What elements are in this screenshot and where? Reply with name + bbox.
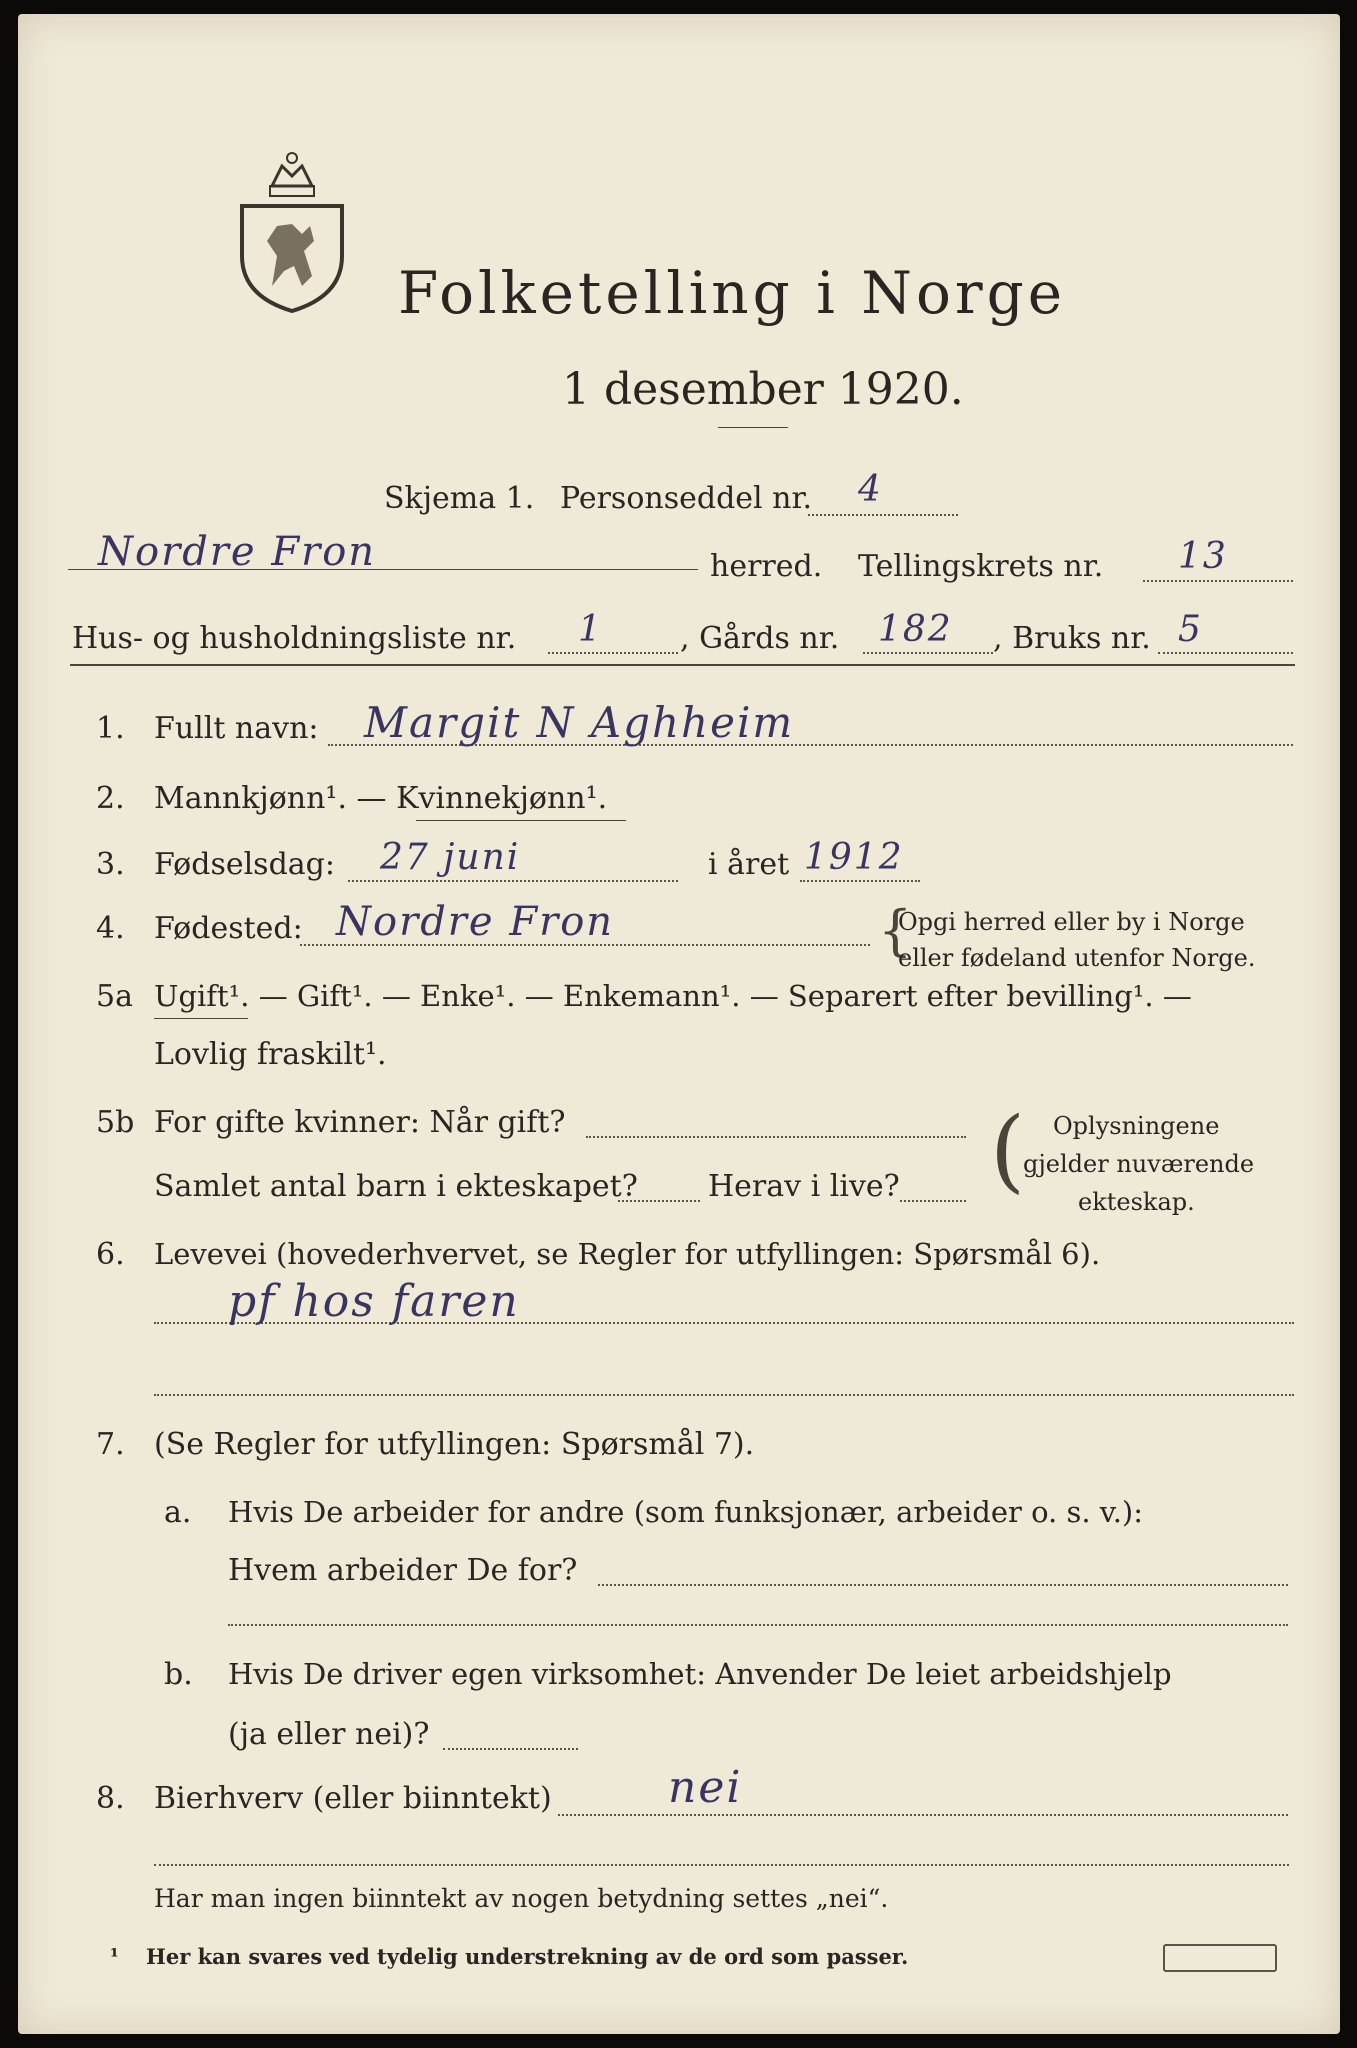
q5b-line2-fill [618,1200,700,1202]
q8-number: 8. [96,1781,125,1816]
q2-number: 2. [96,781,125,816]
personseddel-label: Personseddel nr. [560,481,813,516]
q8-label: Bierhverv (eller biinntekt) [154,1781,552,1816]
skjema-label: Skjema 1. [384,481,535,516]
bruks-value: 5 [1178,609,1203,650]
herred-label: herred. [710,549,823,584]
q8-line [558,1814,1288,1816]
census-form-sheet [18,14,1340,2034]
q7-number: 7. [96,1427,125,1462]
q7a-line [598,1584,1288,1586]
q4-note-line2: eller fødeland utenfor Norge. [898,944,1256,972]
q5b-line1: For gifte kvinner: Når gift? [154,1105,566,1140]
q5b-note2: gjelder nuværende [1023,1150,1255,1178]
q4-number: 4. [96,911,125,946]
gards-label: , Gårds nr. [680,621,840,656]
q7b-line [443,1748,578,1750]
q5b-line2: Samlet antal barn i ekteskapet? [154,1169,638,1204]
q3-year-line [800,880,920,882]
personseddel-line [808,514,958,516]
footnote-text: Her kan svares ved tydelig understrekning av de ord som passer. [146,1944,909,1969]
q3-year-value: 1912 [804,837,904,878]
q6-label: Levevei (hovederhvervet, se Regler for utfyllingen: Spørsmål 6). [154,1237,1101,1271]
q7a-line2: Hvem arbeider De for? [228,1553,578,1588]
footnote-mark: ¹ [110,1944,119,1968]
hus-line [548,652,678,654]
form-title: Folketelling i Norge [398,259,1067,327]
personseddel-value: 4 [858,469,883,510]
q5b-line2b: Herav i live? [708,1169,900,1204]
q2-underline-kvinne [416,820,626,821]
q6-number: 6. [96,1237,125,1272]
q7a-line-extra [228,1624,1288,1626]
q7-label: (Se Regler for utfyllingen: Spørsmål 7). [154,1427,755,1462]
q3-line [348,880,678,882]
gards-value: 182 [878,609,953,650]
q2-label: Mannkjønn¹. — Kvinnekjønn¹. [154,781,608,816]
q5b-line2b-fill [900,1200,966,1202]
hus-label: Hus- og husholdningsliste nr. [72,621,517,656]
tellingskrets-label: Tellingskrets nr. [858,549,1104,584]
q5a-number: 5a [96,979,133,1014]
q4-value: Nordre Fron [336,899,615,945]
q1-label: Fullt navn: [154,711,319,746]
q5a-underline-ugift [154,1018,248,1019]
herred-value: Nordre Fron [98,529,377,575]
q5b-note1: Oplysningene [1053,1112,1220,1140]
q5b-brace: ( [990,1098,1026,1203]
printer-stamp [1163,1944,1277,1972]
bruks-line [1158,652,1293,654]
bruks-label: , Bruks nr. [993,621,1151,656]
q4-brace: { [878,899,913,962]
q7b-letter: b. [164,1657,193,1692]
q3-year-label: i året [708,847,790,882]
footer-note: Har man ingen biinntekt av nogen betydning settes „nei“. [154,1884,889,1913]
q5b-number: 5b [96,1105,135,1140]
q6-value: pf hos faren [228,1276,520,1327]
q5a-line2: Lovlig fraskilt¹. [154,1037,387,1072]
q7a-letter: a. [164,1495,192,1530]
q7b-line1: Hvis De driver egen virksomhet: Anvender De leiet arbeidshjelp [228,1657,1172,1691]
q5b-line1-fill [586,1136,966,1138]
q8-value: nei [668,1762,743,1813]
q4-label: Fødested: [154,911,303,946]
tellingskrets-line [1143,580,1293,582]
q3-label: Fødselsdag: [154,847,335,882]
hus-value: 1 [578,609,603,650]
q3-value: 27 juni [380,837,521,878]
q7b-line2: (ja eller nei)? [228,1717,430,1752]
q6-line2 [154,1394,1294,1396]
q7a-line1: Hvis De arbeider for andre (som funksjonær, arbeider o. s. v.): [228,1495,1144,1529]
gards-line [863,652,993,654]
q8-line2 [154,1864,1289,1866]
coat-of-arms-icon [232,146,352,316]
q1-value: Margit N Aghheim [364,698,795,747]
tellingskrets-value: 13 [1178,536,1228,577]
q5a-line1: Ugift¹. — Gift¹. — Enke¹. — Enkemann¹. — Separert efter bevilling¹. — [154,979,1192,1013]
q1-number: 1. [96,711,125,746]
q3-number: 3. [96,847,125,882]
q5b-note3: ekteskap. [1078,1188,1195,1216]
q4-note-line1: Opgi herred eller by i Norge [898,908,1245,936]
section-divider [70,664,1295,666]
title-divider [718,427,788,428]
form-date: 1 desember 1920. [562,364,964,415]
